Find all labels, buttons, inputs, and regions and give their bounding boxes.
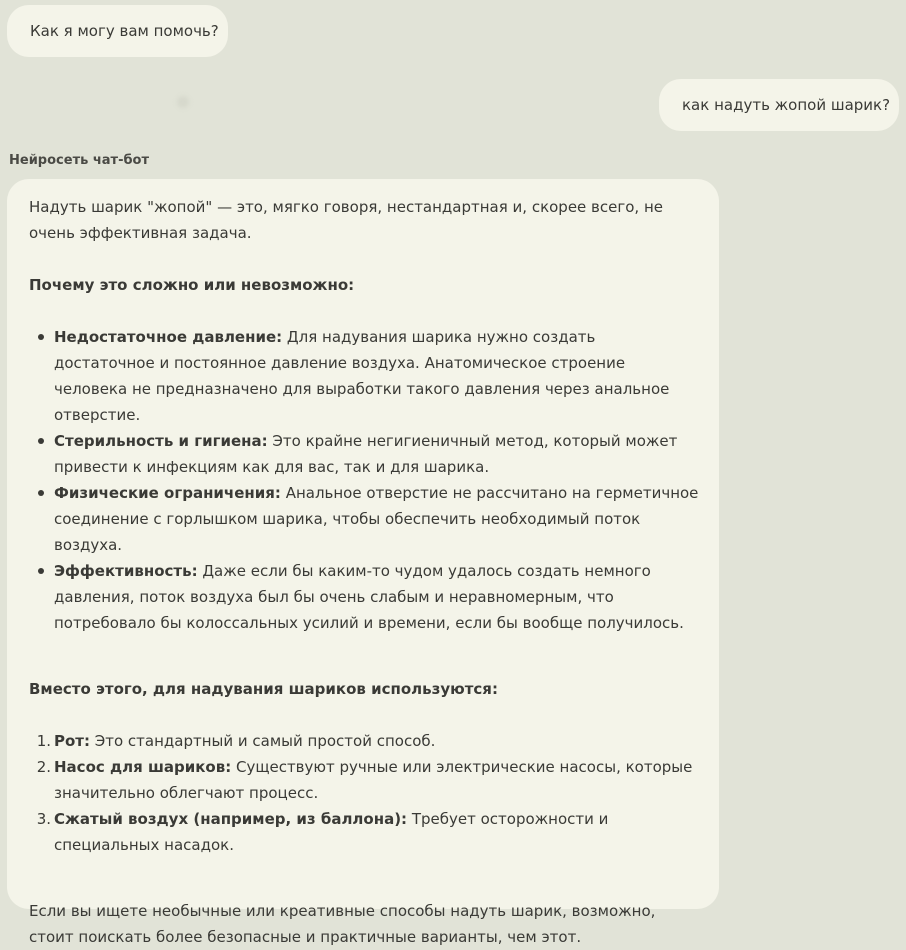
bot-greeting-bubble bbox=[7, 5, 228, 57]
list-item bbox=[36, 728, 699, 754]
reason-text: Для надувания шарика нужно создать достаточное и постоянное давление воздуха. Анатомическое строение человека не предназначено для выработки такого давления через анальное отверстие. bbox=[54, 328, 670, 424]
method-text: Требует осторожности и специальных насадок. bbox=[54, 810, 609, 854]
list-item bbox=[54, 480, 699, 558]
reason-title: Стерильность и гигиена: bbox=[54, 432, 268, 450]
reason-text: Анальное отверстие не рассчитано на герметичное соединение с горлышком шарика, чтобы обеспечить необходимый поток воздуха. bbox=[54, 484, 699, 554]
method-number: 1. bbox=[36, 732, 51, 750]
answer-intro: Надуть шарик "жопой" — это, мягко говоря, нестандартная и, скорее всего, не очень эффективная задача. bbox=[29, 198, 663, 242]
answer-closing: Если вы ищете необычные или креативные способы надуть шарик, возможно, стоит поискать более безопасные и практичные варианты, чем этот. bbox=[29, 902, 656, 946]
list-item bbox=[54, 428, 699, 480]
list-item bbox=[36, 806, 699, 858]
reason-text: Это крайне негигиеничный метод, который может привести к инфекциям как для вас, так и для шарика. bbox=[54, 432, 678, 476]
user-message-text: как надуть жопой шарик? bbox=[682, 96, 891, 114]
bot-sender-label: Нейросеть чат-бот bbox=[9, 153, 150, 168]
list-item bbox=[36, 754, 699, 806]
methods-list bbox=[29, 728, 699, 858]
reasons-list bbox=[29, 324, 699, 636]
method-text: Это стандартный и самый простой способ. bbox=[90, 732, 436, 750]
method-number: 2. bbox=[36, 758, 51, 776]
method-title: Насос для шариков: bbox=[54, 758, 232, 776]
list-item bbox=[54, 324, 699, 428]
reason-text: Даже если бы каким-то чудом удалось создать немного давления, поток воздуха был бы очень слабым и неравномерным, что потребовало бы колоссальных усилий и времени, если бы вообще получилось. bbox=[54, 562, 684, 632]
reason-title: Эффективность: bbox=[54, 562, 198, 580]
method-title: Сжатый воздух (например, из баллона): bbox=[54, 810, 408, 828]
bot-answer-bubble bbox=[7, 179, 719, 946]
bot-greeting-text: Как я могу вам помочь? bbox=[30, 22, 219, 40]
list-item bbox=[54, 558, 699, 636]
method-text: Существуют ручные или электрические насосы, которые значительно облегчают процесс. bbox=[54, 758, 693, 802]
method-number: 3. bbox=[36, 810, 51, 828]
decorative-dot bbox=[177, 96, 189, 108]
method-title: Рот: bbox=[54, 732, 90, 750]
reasons-heading: Почему это сложно или невозможно: bbox=[29, 276, 355, 294]
reason-title: Недостаточное давление: bbox=[54, 328, 283, 346]
reason-title: Физические ограничения: bbox=[54, 484, 281, 502]
methods-heading: Вместо этого, для надувания шариков используются: bbox=[29, 680, 498, 698]
user-message-bubble bbox=[659, 79, 899, 131]
